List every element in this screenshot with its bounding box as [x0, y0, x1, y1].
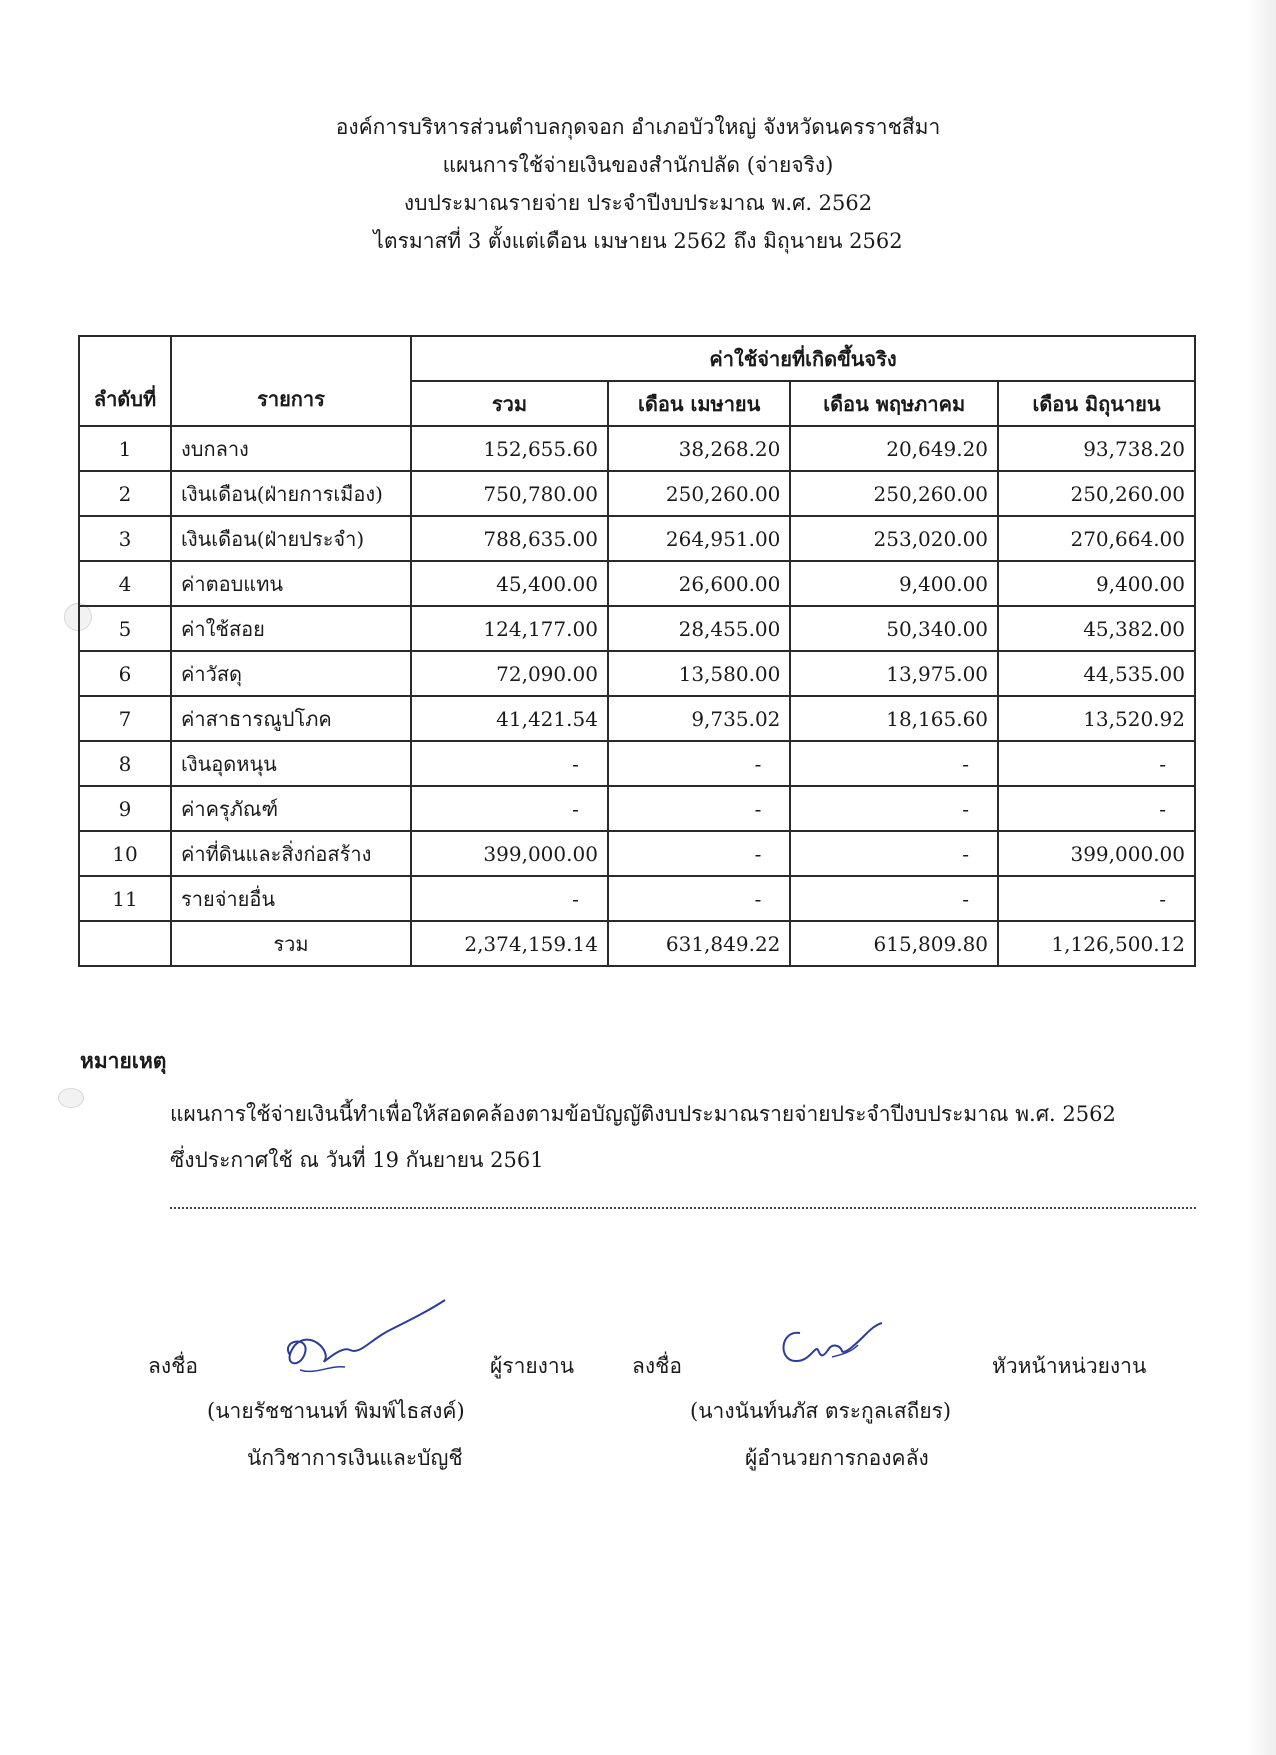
left-sign-label: ลงชื่อ — [148, 1354, 198, 1378]
row-item: เงินเดือน(ฝ่ายการเมือง) — [171, 471, 411, 516]
left-signer-name: (นายรัชชานนท์ พิมพ์ไธสงค์) — [207, 1399, 465, 1423]
row-no: 8 — [79, 741, 171, 786]
row-may: 20,649.20 — [790, 426, 998, 471]
row-total: 788,635.00 — [411, 516, 608, 561]
remarks-line-1: แผนการใช้จ่ายเงินนี้ทำเพื่อให้สอดคล้องตามข้อบัญญัติงบประมาณรายจ่ายประจำปีงบประมาณ พ.ศ. 2562 — [170, 1102, 1116, 1126]
table-row — [79, 471, 1195, 516]
header-plan-title: แผนการใช้จ่ายเงินของสำนักปลัด (จ่ายจริง) — [442, 153, 834, 177]
scan-edge-shadow — [1246, 0, 1276, 1755]
row-may: - — [790, 786, 998, 831]
row-item: ค่าใช้สอย — [171, 606, 411, 651]
left-role-suffix: ผู้รายงาน — [490, 1354, 575, 1378]
row-april: 264,951.00 — [608, 516, 790, 561]
row-may: - — [790, 876, 998, 921]
row-june: 250,260.00 — [998, 471, 1195, 516]
row-may: 250,260.00 — [790, 471, 998, 516]
row-total: 750,780.00 — [411, 471, 608, 516]
row-may: 50,340.00 — [790, 606, 998, 651]
header-budget-year: งบประมาณรายจ่าย ประจำปีงบประมาณ พ.ศ. 2562 — [403, 191, 873, 215]
remarks-line-2: ซึ่งประกาศใช้ ณ วันที่ 19 กันยายน 2561 — [170, 1148, 544, 1172]
row-no: 9 — [79, 786, 171, 831]
row-april: - — [608, 741, 790, 786]
row-april: 28,455.00 — [608, 606, 790, 651]
column-header-april: เดือน เมษายน — [608, 381, 790, 426]
table-row — [79, 876, 1195, 921]
row-no: 5 — [79, 606, 171, 651]
row-no: 4 — [79, 561, 171, 606]
row-total: - — [411, 741, 608, 786]
table-row — [79, 426, 1195, 471]
row-item: งบกลาง — [171, 426, 411, 471]
row-june: 45,382.00 — [998, 606, 1195, 651]
column-header-item: รายการ — [171, 336, 411, 426]
row-june: 44,535.00 — [998, 651, 1195, 696]
row-total: - — [411, 786, 608, 831]
row-april: 9,735.02 — [608, 696, 790, 741]
row-april: 38,268.20 — [608, 426, 790, 471]
row-total: 41,421.54 — [411, 696, 608, 741]
row-june: 93,738.20 — [998, 426, 1195, 471]
row-no: 11 — [79, 876, 171, 921]
table-row — [79, 696, 1195, 741]
header-organization: องค์การบริหารส่วนตำบลกุดจอก อำเภอบัวใหญ่ จังหวัดนครราชสีมา — [335, 115, 941, 139]
row-total: 399,000.00 — [411, 831, 608, 876]
row-june: 9,400.00 — [998, 561, 1195, 606]
left-signer-position: นักวิชาการเงินและบัญชี — [247, 1446, 463, 1470]
remarks-title: หมายเหตุ — [80, 1048, 167, 1073]
punch-hole-mark — [58, 1088, 84, 1108]
left-signature-image — [270, 1295, 450, 1385]
row-may: 9,400.00 — [790, 561, 998, 606]
column-header-no: ลำดับที่ — [79, 336, 171, 426]
right-signer-position: ผู้อำนวยการกองคลัง — [745, 1446, 929, 1470]
row-item: เงินเดือน(ฝ่ายประจำ) — [171, 516, 411, 561]
row-may: - — [790, 831, 998, 876]
row-no: 6 — [79, 651, 171, 696]
table-row — [79, 831, 1195, 876]
expense-table — [78, 335, 1196, 967]
row-may: 13,975.00 — [790, 651, 998, 696]
table-row — [79, 651, 1195, 696]
row-june: - — [998, 786, 1195, 831]
table-row — [79, 516, 1195, 561]
row-no: 7 — [79, 696, 171, 741]
row-april: 250,260.00 — [608, 471, 790, 516]
total-row-may: 615,809.80 — [790, 921, 998, 966]
row-june: - — [998, 876, 1195, 921]
row-item: ค่าตอบแทน — [171, 561, 411, 606]
column-header-june: เดือน มิถุนายน — [998, 381, 1195, 426]
column-header-may: เดือน พฤษภาคม — [790, 381, 998, 426]
right-sign-label: ลงชื่อ — [632, 1354, 682, 1378]
row-june: 270,664.00 — [998, 516, 1195, 561]
total-row-no-cell — [79, 921, 171, 966]
row-total: 152,655.60 — [411, 426, 608, 471]
column-group-header: ค่าใช้จ่ายที่เกิดขึ้นจริง — [411, 336, 1195, 381]
right-role-suffix: หัวหน้าหน่วยงาน — [992, 1354, 1147, 1378]
row-april: 13,580.00 — [608, 651, 790, 696]
row-no: 3 — [79, 516, 171, 561]
row-item: ค่าวัสดุ — [171, 651, 411, 696]
document-header — [0, 108, 1276, 260]
row-item: เงินอุดหนุน — [171, 741, 411, 786]
column-header-total: รวม — [411, 381, 608, 426]
table-header-row — [79, 336, 1195, 381]
row-no: 1 — [79, 426, 171, 471]
total-row-june: 1,126,500.12 — [998, 921, 1195, 966]
table-row — [79, 786, 1195, 831]
row-no: 2 — [79, 471, 171, 516]
row-no: 10 — [79, 831, 171, 876]
row-june: 399,000.00 — [998, 831, 1195, 876]
total-row-april: 631,849.22 — [608, 921, 790, 966]
row-total: - — [411, 876, 608, 921]
right-signer-name: (นางนันท์นภัส ตระกูลเสถียร) — [690, 1399, 952, 1423]
row-total: 72,090.00 — [411, 651, 608, 696]
row-may: 253,020.00 — [790, 516, 998, 561]
right-signature-image — [770, 1315, 890, 1375]
row-april: - — [608, 876, 790, 921]
header-quarter: ไตรมาสที่ 3 ตั้งแต่เดือน เมษายน 2562 ถึง มิถุนายน 2562 — [373, 229, 903, 253]
row-april: 26,600.00 — [608, 561, 790, 606]
table-row — [79, 741, 1195, 786]
row-june: 13,520.92 — [998, 696, 1195, 741]
row-april: - — [608, 786, 790, 831]
row-item: ค่าสาธารณูปโภค — [171, 696, 411, 741]
total-row-total: 2,374,159.14 — [411, 921, 608, 966]
total-row-label: รวม — [171, 921, 411, 966]
row-may: - — [790, 741, 998, 786]
table-total-row — [79, 921, 1195, 966]
row-item: ค่าที่ดินและสิ่งก่อสร้าง — [171, 831, 411, 876]
row-item: ค่าครุภัณฑ์ — [171, 786, 411, 831]
row-total: 124,177.00 — [411, 606, 608, 651]
row-june: - — [998, 741, 1195, 786]
table-row — [79, 606, 1195, 651]
row-total: 45,400.00 — [411, 561, 608, 606]
row-item: รายจ่ายอื่น — [171, 876, 411, 921]
table-row — [79, 561, 1195, 606]
row-april: - — [608, 831, 790, 876]
row-may: 18,165.60 — [790, 696, 998, 741]
dotted-line — [170, 1197, 1196, 1209]
